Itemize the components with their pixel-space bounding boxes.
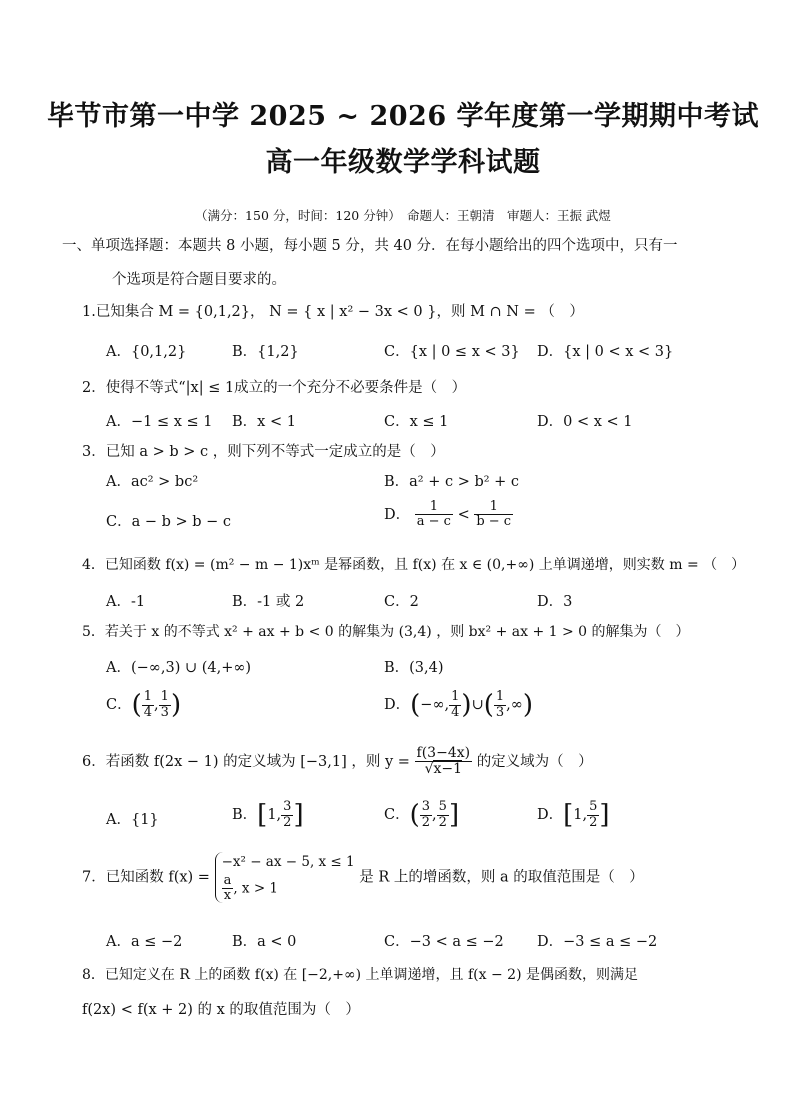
q4-option-b: B．-1 或 2: [232, 594, 305, 610]
q5d-fraction-b: [494, 690, 506, 720]
numerator: a: [223, 872, 232, 888]
numerator: 1: [415, 500, 453, 515]
bracket-right: ]: [293, 800, 304, 830]
numerator: 3: [421, 799, 431, 815]
q3d-left-fraction: [415, 500, 453, 530]
q5-option-c-label: C．: [106, 697, 132, 713]
numerator: 1: [474, 500, 513, 515]
denominator: 4: [143, 704, 153, 720]
denominator: 3: [160, 704, 169, 720]
q6b-fraction: [281, 800, 293, 830]
denominator: √x−1: [424, 761, 463, 778]
question-8-stem: 8．已知定义在 R 上的函数 f(x) 在 [−2,+∞) 上单调递增，且 f(x − 2) 是偶函数，则满足: [82, 967, 638, 983]
q5-option-d-label: D．: [384, 697, 411, 713]
numerator: 5: [589, 799, 598, 815]
q2-option-c: C．x ≤ 1: [384, 414, 449, 430]
numerator: 5: [438, 799, 447, 815]
q5-option-b: B．(3,4): [384, 660, 444, 676]
q6-stem-part1: 6．若函数 f(2x − 1) 的定义域为 [−3,1] ，则 y =: [82, 753, 410, 770]
denominator: 3: [495, 704, 505, 720]
section-heading-cont: 个选项是符合题目要求的。: [112, 272, 286, 288]
q1-option-b: B．{1,2}: [232, 344, 299, 360]
question-5-stem: 5．若关于 x 的不等式 x² + ax + b < 0 的解集为 (3,4) ，则 bx² + ax + 1 > 0 的解集为（ ）: [82, 624, 690, 640]
q7-piece-2-cond: , x > 1: [233, 879, 279, 896]
q2-option-b: B．x < 1: [232, 414, 296, 430]
denominator: 4: [451, 704, 460, 720]
q6-stem-part2: 的定义域为（ ）: [476, 753, 593, 770]
numerator: 1: [495, 689, 505, 705]
q6-option-b: B．[1, $\frac{3}{2}$ ]: [232, 799, 304, 830]
paren-right: ): [522, 690, 534, 720]
q6-option-a: A．{1}: [106, 812, 159, 828]
denominator: 2: [589, 814, 598, 830]
q5c-fraction-b: [159, 690, 171, 720]
q7-fraction: [222, 874, 234, 904]
q6c-fraction-a: [420, 800, 432, 830]
question-4-stem: 4．已知函数 f(x) = (m² − m − 1)xᵐ 是幂函数，且 f(x) 在 x ∈ (0,+∞) 上单调递增，则实数 m = （ ）: [82, 557, 746, 573]
q7-piecewise: [215, 852, 355, 903]
paren-left: (: [410, 690, 421, 720]
question-3-stem: 3．已知 a > b > c ，则下列不等式一定成立的是（ ）: [82, 444, 445, 460]
numerator: f(3−4x): [416, 745, 471, 761]
denominator: 2: [283, 814, 292, 830]
q5-option-c: C．( $\frac{1}{4}$ , $\frac{1}{3}$ ): [106, 689, 182, 720]
q6-option-b-label: B．: [232, 807, 258, 823]
q6-option-c: C．( $\frac{3}{2}$ , $\frac{5}{2}$ ]: [384, 799, 460, 830]
q1-option-d: D．{x | 0 < x < 3}: [537, 344, 674, 360]
q7-stem-part2: 是 R 上的增函数，则 a 的取值范围是（ ）: [359, 869, 644, 886]
q5-option-d: D．(−∞, $\frac{1}{4}$ )∪( $\frac{1}{3}$ ,∞): [384, 689, 534, 720]
q6d-fraction: [587, 800, 599, 830]
q4-option-c: C．2: [384, 594, 419, 610]
q4-option-d: D．3: [537, 594, 573, 610]
q7-piece-1: −x² − ax − 5, x ≤ 1: [221, 854, 355, 870]
section-heading: 一、单项选择题：本题共 8 小题，每小题 5 分，共 40 分．在每小题给出的四个选项中，只有一: [62, 238, 678, 254]
q4-option-a: A．-1: [106, 594, 146, 610]
bracket-right: ]: [599, 800, 610, 830]
numerator: 1: [160, 689, 169, 705]
exam-title-line2: 高一年级数学学科试题: [265, 147, 541, 178]
q3-option-d: [384, 500, 513, 530]
less-than-sign: <: [457, 506, 470, 523]
denominator: a − c: [416, 514, 451, 530]
q1-option-c: C．{x | 0 ≤ x < 3}: [384, 344, 520, 360]
paren-left: (: [131, 690, 142, 720]
denominator: 2: [438, 814, 447, 830]
bracket-left: [: [563, 800, 574, 830]
numerator: 1: [451, 689, 460, 705]
paren-right: ): [170, 690, 182, 720]
q2-option-a: A．−1 ≤ x ≤ 1: [106, 414, 213, 430]
paren-right: ): [461, 690, 472, 720]
question-8-stem-cont: f(2x) < f(x + 2) 的 x 的取值范围为（ ）: [82, 1002, 360, 1018]
q7-option-b: B．a < 0: [232, 934, 297, 950]
q3d-right-fraction: [474, 500, 513, 530]
exam-info: （满分：150 分，时间：120 分钟） 命题人：王朝清 审题人：王振 武煜: [195, 208, 611, 223]
q7-option-d: D．−3 ≤ a ≤ −2: [537, 934, 658, 950]
q6-option-c-label: C．: [384, 807, 410, 823]
q2-option-d: D．0 < x < 1: [537, 414, 633, 430]
exam-title-line1: 毕节市第一中学 2025 ~ 2026 学年度第一学期期中考试: [46, 101, 759, 132]
q5d-fraction-a: [449, 690, 461, 720]
q6c-fraction-b: [437, 800, 449, 830]
q5c-fraction-a: [142, 690, 154, 720]
numerator: 1: [143, 689, 153, 705]
question-1-stem: 1.已知集合 M = {0,1,2}， N = { x | x² − 3x < 0 }，则 M ∩ N = （ ）: [82, 304, 584, 320]
q7-option-a: A．a ≤ −2: [106, 934, 183, 950]
q1-option-a: A．{0,1,2}: [106, 344, 187, 360]
question-6-stem: [82, 746, 593, 778]
q6-option-d-label: D．: [537, 807, 564, 823]
q3-option-a: A．ac² > bc²: [106, 474, 199, 490]
q6-main-fraction: [415, 746, 473, 778]
q3-option-d-label: D．: [384, 506, 411, 523]
q7-stem-part1: 7．已知函数 f(x) =: [82, 869, 210, 886]
q3-option-c: C．a − b > b − c: [106, 514, 232, 530]
q6-option-d: D．[1, $\frac{5}{2}$ ]: [537, 799, 610, 830]
q7-option-c: C．−3 < a ≤ −2: [384, 934, 504, 950]
question-2-stem: 2．使得不等式“|x| ≤ 1成立的一个充分不必要条件是（ ）: [82, 380, 467, 396]
q7-piece-2: [222, 874, 355, 904]
bracket-right: ]: [448, 800, 460, 830]
denominator: x: [223, 887, 232, 903]
denominator: b − c: [476, 514, 512, 530]
bracket-left: [: [257, 800, 268, 830]
denominator: 2: [421, 814, 431, 830]
q3-option-b: B．a² + c > b² + c: [384, 474, 520, 490]
radicand: x−1: [433, 761, 463, 778]
paren-left: (: [409, 800, 420, 830]
paren-left: (: [483, 690, 494, 720]
question-7-stem: [82, 852, 644, 903]
numerator: 3: [283, 799, 292, 815]
q5-option-a: A．(−∞,3) ∪ (4,+∞): [106, 660, 252, 676]
